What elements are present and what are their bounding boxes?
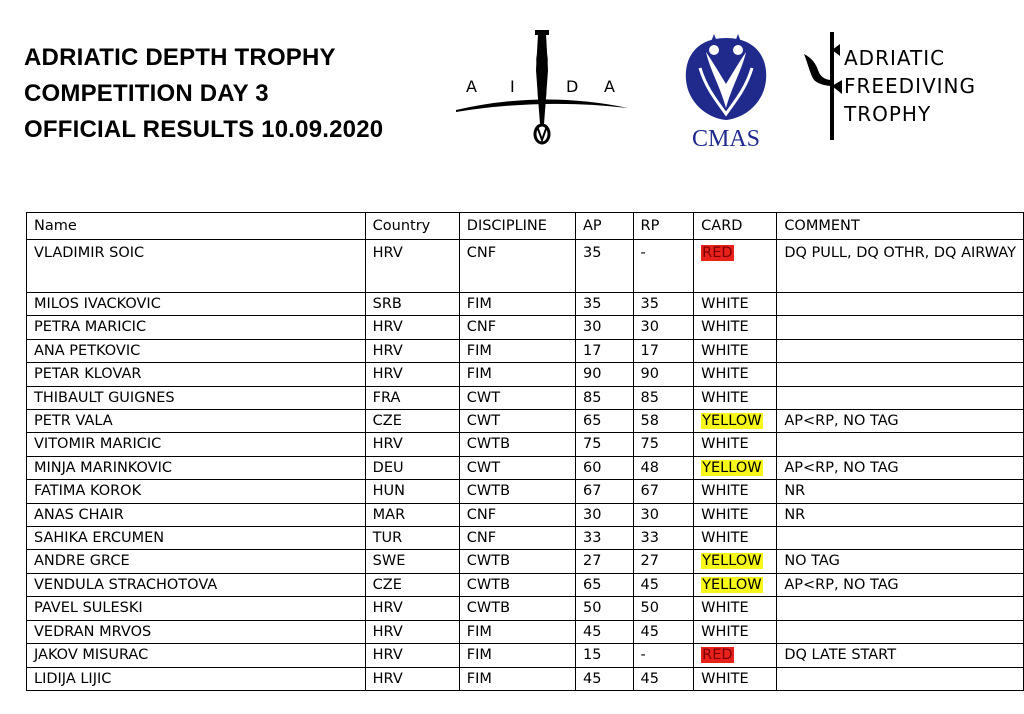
- card-badge: WHITE: [701, 483, 749, 500]
- cell-text: FIM: [466, 366, 492, 383]
- table-row: [27, 480, 1024, 503]
- cell-card: [694, 410, 777, 433]
- cell-text: CWTB: [466, 576, 511, 593]
- cell-country: [365, 293, 459, 316]
- cell-text: 85: [583, 389, 602, 406]
- cell-name: [27, 480, 366, 503]
- cell-text: FRA: [372, 389, 401, 406]
- cell-text: 45: [640, 576, 659, 593]
- table-row: [27, 240, 1024, 293]
- card-badge: RED: [702, 245, 733, 261]
- card-badge: YELLOW: [702, 553, 762, 570]
- cell-name: [27, 667, 366, 690]
- cell-discipline: [459, 456, 575, 479]
- cell-card: [694, 456, 777, 479]
- cell-ap: [576, 293, 633, 316]
- table-header-row: [27, 213, 1024, 240]
- cell-rp: [633, 293, 694, 316]
- cmas-logo: [676, 30, 776, 154]
- cell-discipline: [459, 433, 575, 456]
- cell-discipline: [459, 480, 575, 503]
- cell-card: [694, 667, 777, 690]
- cell-text: 30: [640, 319, 659, 336]
- table-row: [27, 597, 1024, 620]
- aida-letter-1: A: [466, 77, 477, 96]
- cell-ap: [576, 597, 633, 620]
- cell-name: [27, 293, 366, 316]
- cell-text: CWTB: [466, 600, 511, 617]
- cell-ap: [576, 316, 633, 339]
- cmas-wordmark: CMAS: [691, 126, 761, 152]
- cell-ap: [576, 386, 633, 409]
- cell-text: 75: [640, 436, 659, 453]
- cell-text: SAHIKA ERCUMEN: [34, 530, 165, 547]
- table-row: [27, 386, 1024, 409]
- card-badge: WHITE: [701, 506, 749, 523]
- cell-text: THIBAULT GUIGNES: [34, 389, 175, 406]
- header-ap: AP: [576, 213, 633, 240]
- cell-text: 75: [583, 436, 602, 453]
- card-badge: WHITE: [701, 366, 749, 383]
- cell-text: 58: [640, 413, 659, 430]
- cell-text: MAR: [372, 506, 406, 523]
- cell-name: [27, 644, 366, 667]
- cell-text: MINJA MARINKOVIC: [34, 459, 173, 476]
- cell-text: CNF: [466, 506, 497, 523]
- table-row: [27, 620, 1024, 643]
- cell-rp: [633, 240, 694, 293]
- cell-text: CZE: [372, 576, 402, 593]
- table-row: [27, 293, 1024, 316]
- cell-ap: [576, 456, 633, 479]
- header-name: Name: [27, 213, 366, 240]
- cell-text: FIM: [466, 670, 492, 687]
- card-badge: YELLOW: [702, 413, 762, 430]
- cell-text: NR: [784, 506, 806, 523]
- cell-text: AP<RP, NO TAG: [784, 576, 899, 593]
- cell-text: 45: [640, 670, 659, 687]
- cell-text: 50: [640, 600, 659, 617]
- cell-name: [27, 240, 366, 293]
- aft-line-3: TROPHY: [844, 102, 932, 126]
- cell-country: [365, 644, 459, 667]
- cell-name: [27, 573, 366, 596]
- cell-text: PAVEL SULESKI: [34, 600, 143, 617]
- cell-card: [694, 644, 777, 667]
- cell-card: [694, 620, 777, 643]
- cell-discipline: [459, 550, 575, 573]
- cell-text: VLADIMIR SOIC: [34, 245, 145, 261]
- cell-comment: [777, 550, 1024, 573]
- table-row: [27, 550, 1024, 573]
- aft-wordmark: [844, 44, 976, 128]
- cell-text: TUR: [372, 530, 403, 547]
- cell-text: JAKOV MISURAC: [34, 647, 149, 664]
- cell-rp: [633, 410, 694, 433]
- cell-comment: [777, 527, 1024, 550]
- cell-rp: [633, 503, 694, 526]
- cell-text: FIM: [466, 342, 492, 359]
- cell-rp: [633, 573, 694, 596]
- cell-rp: [633, 316, 694, 339]
- cell-name: [27, 527, 366, 550]
- cell-card: [694, 480, 777, 503]
- cell-country: [365, 363, 459, 386]
- cell-text: VENDULA STRACHOTOVA: [34, 576, 218, 593]
- aida-letter-4: A: [604, 77, 615, 96]
- cell-text: NO TAG: [784, 553, 840, 570]
- cell-comment: [777, 644, 1024, 667]
- cell-ap: [576, 620, 633, 643]
- cell-card: [694, 240, 777, 293]
- cell-text: MILOS IVACKOVIC: [34, 296, 161, 312]
- cell-comment: [777, 480, 1024, 503]
- cmas-emblem-graphic: [676, 30, 776, 126]
- cell-comment: [777, 316, 1024, 339]
- header-country: Country: [365, 213, 459, 240]
- cell-text: FIM: [466, 296, 492, 312]
- cell-comment: [777, 339, 1024, 362]
- cell-card: [694, 433, 777, 456]
- cell-text: HRV: [372, 319, 403, 336]
- cell-text: ANDRE GRCE: [34, 553, 130, 570]
- cell-discipline: [459, 597, 575, 620]
- aida-letter-3: D: [566, 77, 579, 96]
- cell-text: AP<RP, NO TAG: [784, 413, 899, 430]
- cell-text: PETRA MARICIC: [34, 319, 147, 336]
- card-badge: WHITE: [701, 600, 749, 617]
- cell-text: ANA PETKOVIC: [34, 342, 141, 359]
- cell-text: LIDIJA LIJIC: [34, 670, 112, 687]
- cell-comment: [777, 573, 1024, 596]
- cell-text: DQ PULL, DQ OTHR, DQ AIRWAY: [784, 245, 1016, 261]
- cell-country: [365, 410, 459, 433]
- cell-name: [27, 363, 366, 386]
- cell-text: CNF: [466, 245, 497, 261]
- cell-discipline: [459, 644, 575, 667]
- cell-discipline: [459, 386, 575, 409]
- cell-text: CWT: [466, 389, 501, 406]
- cell-discipline: [459, 503, 575, 526]
- cell-text: 27: [583, 553, 602, 570]
- cell-comment: [777, 667, 1024, 690]
- cell-text: 67: [583, 483, 602, 500]
- cell-country: [365, 339, 459, 362]
- table-row: [27, 527, 1024, 550]
- cell-rp: [633, 644, 694, 667]
- cell-text: 48: [640, 459, 659, 476]
- cell-text: -: [640, 245, 646, 261]
- cell-comment: [777, 597, 1024, 620]
- cell-text: -: [640, 647, 646, 664]
- cell-text: 35: [583, 296, 602, 312]
- cell-ap: [576, 240, 633, 293]
- cell-text: DEU: [372, 459, 404, 476]
- cell-text: 85: [640, 389, 659, 406]
- cell-text: 67: [640, 483, 659, 500]
- card-badge: YELLOW: [702, 459, 762, 476]
- card-badge: YELLOW: [702, 576, 762, 593]
- cell-country: [365, 550, 459, 573]
- cell-text: 35: [640, 296, 659, 312]
- cell-text: CWT: [466, 459, 501, 476]
- cell-country: [365, 667, 459, 690]
- cell-text: 30: [583, 319, 602, 336]
- title-line-3: OFFICIAL RESULTS 10.09.2020: [24, 116, 384, 143]
- cell-text: DQ LATE START: [784, 647, 897, 664]
- cell-country: [365, 597, 459, 620]
- cell-card: [694, 293, 777, 316]
- cell-ap: [576, 644, 633, 667]
- cell-text: SRB: [372, 296, 402, 312]
- aida-letter-2: I: [510, 77, 515, 96]
- cell-discipline: [459, 620, 575, 643]
- cell-comment: [777, 293, 1024, 316]
- cell-discipline: [459, 363, 575, 386]
- cell-rp: [633, 433, 694, 456]
- table-row: [27, 363, 1024, 386]
- cell-rp: [633, 597, 694, 620]
- cell-comment: [777, 456, 1024, 479]
- cell-text: CWTB: [466, 436, 511, 453]
- cell-text: 30: [640, 506, 659, 523]
- cell-country: [365, 433, 459, 456]
- card-badge: WHITE: [701, 389, 749, 406]
- card-badge: WHITE: [701, 436, 749, 453]
- card-badge: WHITE: [701, 319, 749, 336]
- header-rp: RP: [633, 213, 694, 240]
- cell-name: [27, 433, 366, 456]
- cell-ap: [576, 527, 633, 550]
- cell-text: HRV: [372, 342, 403, 359]
- cell-text: VITOMIR MARICIC: [34, 436, 162, 453]
- table-row: [27, 410, 1024, 433]
- cell-name: [27, 597, 366, 620]
- cell-text: CWTB: [466, 553, 511, 570]
- card-badge: RED: [702, 647, 733, 664]
- aft-line-1: ADRIATIC: [844, 46, 946, 70]
- cell-ap: [576, 480, 633, 503]
- header-comment: COMMENT: [777, 213, 1024, 240]
- cell-comment: [777, 240, 1024, 293]
- table-row: [27, 316, 1024, 339]
- cell-text: HRV: [372, 600, 403, 617]
- header-card: CARD: [694, 213, 777, 240]
- cell-text: VEDRAN MRVOS: [34, 623, 152, 640]
- table-row: [27, 667, 1024, 690]
- cell-country: [365, 316, 459, 339]
- adriatic-freediving-trophy-logo: [800, 30, 1000, 144]
- cell-text: HRV: [372, 623, 403, 640]
- cell-text: HRV: [372, 436, 403, 453]
- cell-ap: [576, 503, 633, 526]
- cell-text: 17: [583, 342, 602, 359]
- cell-text: 50: [583, 600, 602, 617]
- table-row: [27, 433, 1024, 456]
- cell-card: [694, 339, 777, 362]
- cell-country: [365, 240, 459, 293]
- cell-name: [27, 550, 366, 573]
- cell-name: [27, 503, 366, 526]
- aida-logo: [452, 28, 632, 150]
- table-row: [27, 644, 1024, 667]
- cell-text: NR: [784, 483, 806, 500]
- cell-text: 45: [583, 670, 602, 687]
- cell-card: [694, 316, 777, 339]
- card-badge: WHITE: [701, 296, 749, 312]
- aida-logo-graphic: [452, 28, 632, 150]
- results-table: [26, 212, 1024, 691]
- cell-rp: [633, 386, 694, 409]
- cell-discipline: [459, 293, 575, 316]
- cell-text: 45: [583, 623, 602, 640]
- cell-country: [365, 527, 459, 550]
- cell-name: [27, 410, 366, 433]
- cell-comment: [777, 503, 1024, 526]
- cell-text: 33: [640, 530, 659, 547]
- cell-text: CNF: [466, 530, 497, 547]
- cell-text: AP<RP, NO TAG: [784, 459, 899, 476]
- card-badge: WHITE: [701, 623, 749, 640]
- cell-comment: [777, 386, 1024, 409]
- cell-country: [365, 386, 459, 409]
- cell-comment: [777, 433, 1024, 456]
- cell-text: PETR VALA: [34, 413, 113, 430]
- cell-rp: [633, 527, 694, 550]
- cell-country: [365, 480, 459, 503]
- cell-comment: [777, 620, 1024, 643]
- table-row: [27, 503, 1024, 526]
- cell-discipline: [459, 240, 575, 293]
- cell-ap: [576, 573, 633, 596]
- table-row: [27, 456, 1024, 479]
- aft-line-2: FREEDIVING: [844, 74, 977, 98]
- cell-country: [365, 456, 459, 479]
- cell-discipline: [459, 316, 575, 339]
- cell-card: [694, 503, 777, 526]
- cell-country: [365, 573, 459, 596]
- cell-card: [694, 363, 777, 386]
- cell-rp: [633, 550, 694, 573]
- cell-discipline: [459, 527, 575, 550]
- cell-country: [365, 620, 459, 643]
- cell-discipline: [459, 410, 575, 433]
- cell-card: [694, 550, 777, 573]
- cell-text: HRV: [372, 670, 403, 687]
- cell-ap: [576, 667, 633, 690]
- cell-text: CZE: [372, 413, 402, 430]
- cell-text: SWE: [372, 553, 406, 570]
- cell-text: 65: [583, 413, 602, 430]
- cell-text: 17: [640, 342, 659, 359]
- cell-text: FIM: [466, 647, 492, 664]
- cell-text: 45: [640, 623, 659, 640]
- cell-text: FIM: [466, 623, 492, 640]
- cell-text: 15: [583, 647, 602, 664]
- cell-ap: [576, 433, 633, 456]
- cell-text: CNF: [466, 319, 497, 336]
- cell-text: 60: [583, 459, 602, 476]
- cell-discipline: [459, 667, 575, 690]
- cell-discipline: [459, 339, 575, 362]
- cell-text: CWT: [466, 413, 501, 430]
- cell-text: ANAS CHAIR: [34, 506, 124, 523]
- cell-text: 65: [583, 576, 602, 593]
- cell-country: [365, 503, 459, 526]
- cell-comment: [777, 410, 1024, 433]
- cell-name: [27, 386, 366, 409]
- cell-name: [27, 456, 366, 479]
- cell-card: [694, 573, 777, 596]
- card-badge: WHITE: [701, 530, 749, 547]
- cell-comment: [777, 363, 1024, 386]
- cell-text: CWTB: [466, 483, 511, 500]
- card-badge: WHITE: [701, 670, 749, 687]
- cell-text: 90: [583, 366, 602, 383]
- cell-text: HRV: [372, 245, 403, 261]
- cell-text: 33: [583, 530, 602, 547]
- cell-text: 27: [640, 553, 659, 570]
- cell-text: HRV: [372, 366, 403, 383]
- cell-text: HRV: [372, 647, 403, 664]
- cell-ap: [576, 410, 633, 433]
- document-title: [24, 40, 383, 148]
- cell-text: HUN: [372, 483, 406, 500]
- cell-card: [694, 597, 777, 620]
- table-row: [27, 339, 1024, 362]
- cell-rp: [633, 667, 694, 690]
- cell-ap: [576, 363, 633, 386]
- cell-text: FATIMA KOROK: [34, 483, 142, 500]
- cell-rp: [633, 339, 694, 362]
- results-table-body: [27, 240, 1024, 691]
- cell-name: [27, 620, 366, 643]
- title-line-2: COMPETITION DAY 3: [24, 80, 269, 107]
- cell-text: PETAR KLOVAR: [34, 366, 142, 383]
- cell-ap: [576, 550, 633, 573]
- cell-rp: [633, 456, 694, 479]
- cell-name: [27, 316, 366, 339]
- cell-discipline: [459, 573, 575, 596]
- cell-rp: [633, 620, 694, 643]
- cell-text: 35: [583, 245, 602, 261]
- cell-rp: [633, 480, 694, 503]
- table-row: [27, 573, 1024, 596]
- cell-name: [27, 339, 366, 362]
- cell-text: 30: [583, 506, 602, 523]
- cell-card: [694, 527, 777, 550]
- trident-icon: [800, 30, 844, 144]
- title-line-1: ADRIATIC DEPTH TROPHY: [24, 44, 336, 71]
- cell-rp: [633, 363, 694, 386]
- header-discipline: DISCIPLINE: [459, 213, 575, 240]
- cell-ap: [576, 339, 633, 362]
- cell-card: [694, 386, 777, 409]
- card-badge: WHITE: [701, 342, 749, 359]
- cell-text: 90: [640, 366, 659, 383]
